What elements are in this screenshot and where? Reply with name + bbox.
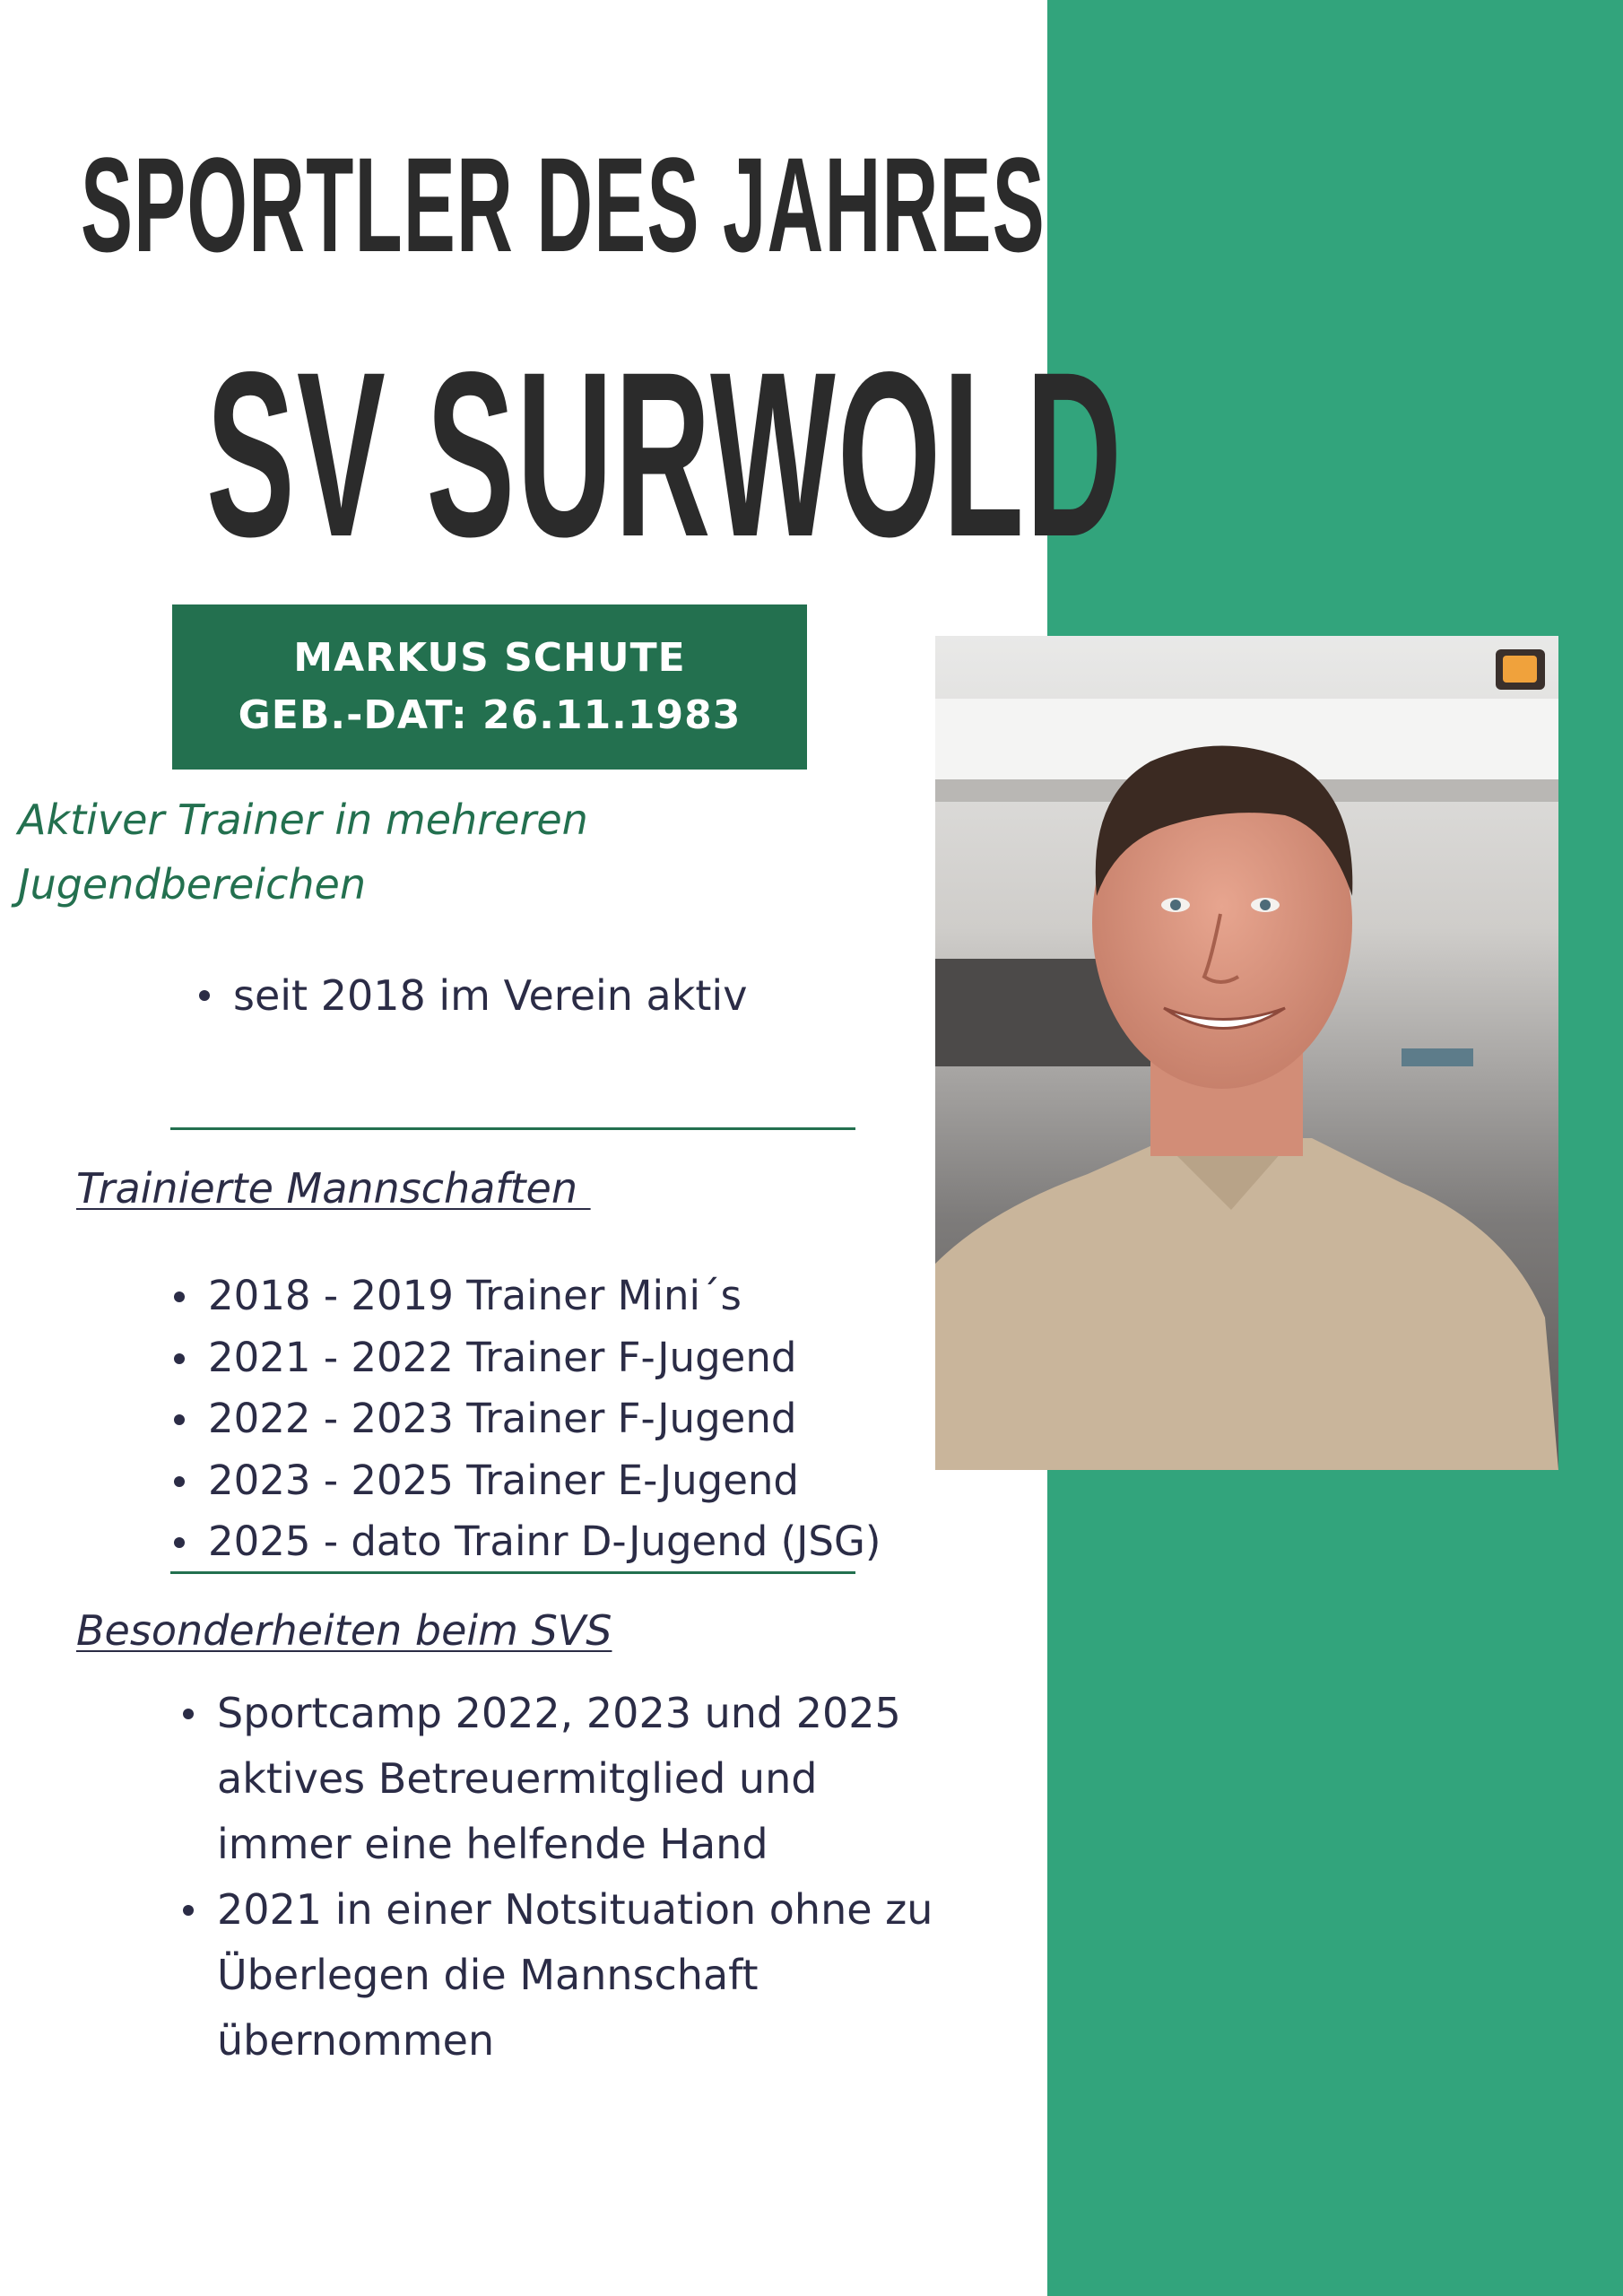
portrait-illustration (935, 636, 1558, 1470)
intro-list (194, 961, 747, 1030)
list-item: 2021 in einer Notsituation ohne zu Überlegen die Mannschaft übernommen (178, 1877, 949, 2074)
divider-bottom (170, 1571, 855, 1574)
person-birth-date: GEB.-DAT: 26.11.1983 (238, 692, 742, 738)
person-name: MARKUS SCHUTE (293, 635, 686, 681)
divider-top (170, 1127, 855, 1130)
list-item: 2021 - 2022 Trainer F-Jugend (169, 1327, 881, 1389)
title-sportler-des-jahres: SPORTLER DES JAHRES (81, 129, 1046, 280)
title-club-name: SV SURWOLD (206, 323, 1124, 586)
list-item: 2025 - dato Trainr D-Jugend (JSG) (169, 1511, 881, 1573)
list-item: 2022 - 2023 Trainer F-Jugend (169, 1388, 881, 1450)
list-item: Sportcamp 2022, 2023 und 2025 aktives Betreuermitglied und immer eine helfende Hand (178, 1681, 949, 1877)
name-box (172, 604, 807, 770)
teams-list (169, 1265, 881, 1573)
list-item: seit 2018 im Verein aktiv (194, 961, 747, 1030)
portrait-photo (935, 636, 1558, 1470)
list-item: 2018 - 2019 Trainer Mini´s (169, 1265, 881, 1327)
intro-subtitle: Aktiver Trainer in mehreren Jugendbereichen (18, 796, 588, 909)
highlights-heading: Besonderheiten beim SVS (76, 1606, 612, 1655)
highlights-list (178, 1681, 949, 2074)
teams-heading: Trainierte Mannschaften (76, 1164, 591, 1213)
list-item: 2023 - 2025 Trainer E-Jugend (169, 1450, 881, 1512)
